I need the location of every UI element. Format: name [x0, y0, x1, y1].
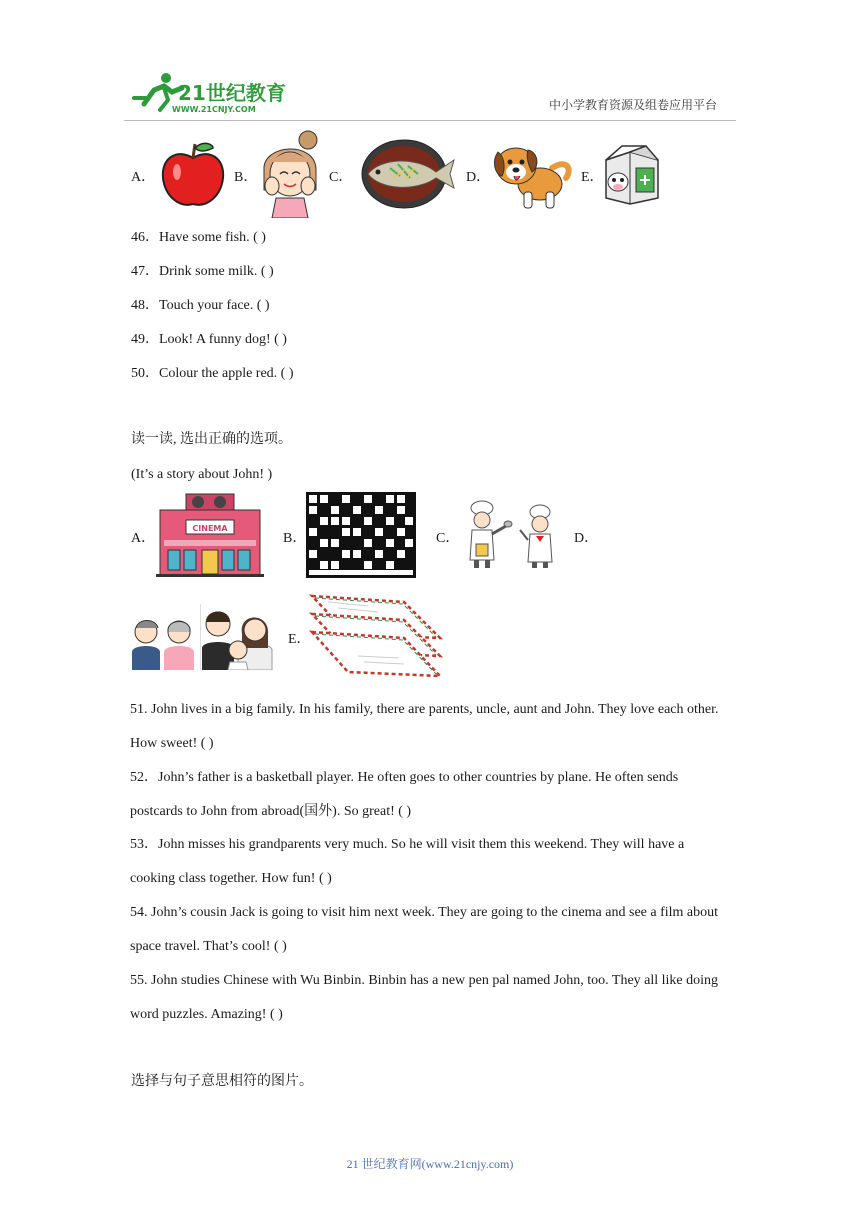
- cinema-sign: CINEMA: [192, 524, 228, 533]
- section2-instruction: 读一读, 选出正确的选项。: [131, 432, 292, 447]
- option-a-label: A．: [131, 170, 156, 185]
- question-53: 53．John misses his grandparents very much. So he will visit them this weekend. They will have a cooking class together. How fun! ( ): [130, 837, 685, 886]
- option-e-label: E．: [581, 170, 604, 185]
- logo-text: 21世纪教育: [178, 81, 286, 105]
- dog-icon: [490, 138, 574, 212]
- option-d2-label: D．: [574, 531, 599, 546]
- site-logo: [124, 70, 294, 116]
- postcards-icon: [308, 592, 444, 684]
- option-e2-label: E．: [288, 632, 311, 647]
- cinema-icon: [156, 492, 264, 578]
- chefs-icon: [466, 500, 560, 570]
- header-platform-text: 中小学教育资源及组卷应用平台: [549, 98, 718, 112]
- question-49: 49．Look! A funny dog! ( ): [131, 332, 287, 347]
- question-51: 51. John lives in a big family. In his family, there are parents, uncle, aunt and John. They love each other. How sweet! ( ): [130, 702, 719, 751]
- option-d-label: D．: [466, 170, 491, 185]
- fish-dish-icon: [360, 138, 458, 210]
- question-48: 48．Touch your face. ( ): [131, 298, 270, 313]
- family-icon: [130, 604, 276, 670]
- option-c2-label: C．: [436, 531, 460, 546]
- girl-face-icon: [258, 130, 322, 218]
- option-b-label: B．: [234, 170, 258, 185]
- crossword-icon: [306, 492, 416, 578]
- header-divider: [124, 120, 736, 121]
- question-55: 55. John studies Chinese with Wu Binbin. Binbin has a new pen pal named John, too. They all like doing word puzzles. Amazing! ( ): [130, 973, 719, 1022]
- logo-url: WWW.21CNJY.COM: [172, 105, 256, 114]
- section3-instruction: 选择与句子意思相符的图片。: [131, 1074, 313, 1089]
- apple-icon: [157, 140, 229, 210]
- question-50: 50．Colour the apple red. ( ): [131, 366, 294, 381]
- footer-text: 21 世纪教育网(www.21cnjy.com): [346, 1157, 514, 1171]
- question-46: 46．Have some fish. ( ): [131, 230, 266, 245]
- option-b2-label: B．: [283, 531, 307, 546]
- question-52: 52．John’s father is a basketball player. He often goes to other countries by plane. He often sends postcards to John from abroad(国外). So great! ( ): [130, 770, 679, 819]
- milk-carton-icon: [602, 142, 662, 206]
- section2-intro: (It’s a story about John! ): [131, 467, 273, 482]
- option-c-label: C．: [329, 170, 353, 185]
- option-a2-label: A．: [131, 531, 156, 546]
- question-54: 54. John’s cousin Jack is going to visit him next week. They are going to the cinema and see a film about space travel. That’s cool! ( ): [130, 905, 719, 954]
- question-47: 47．Drink some milk. ( ): [131, 264, 274, 279]
